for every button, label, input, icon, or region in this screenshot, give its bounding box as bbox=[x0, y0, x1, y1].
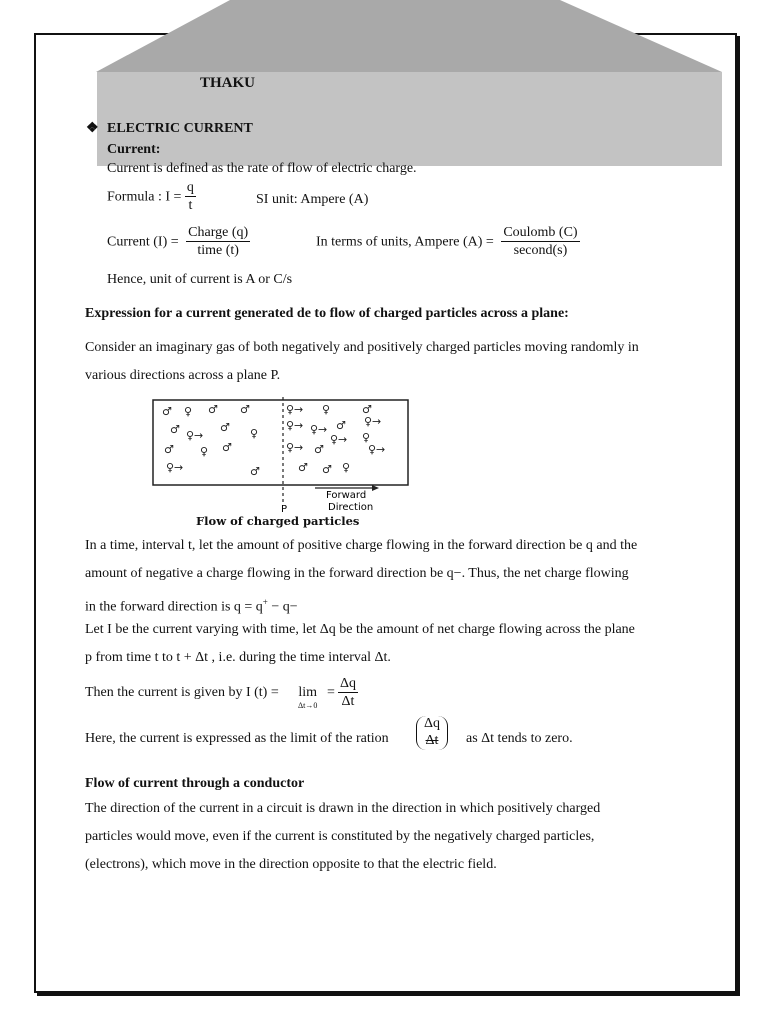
units-numerator: Coulomb (C) bbox=[503, 225, 578, 240]
svg-text:♂: ♂ bbox=[164, 443, 174, 456]
charged-particles-figure bbox=[150, 395, 420, 530]
current-denominator: time (t) bbox=[197, 243, 239, 258]
formula-numerator: q bbox=[186, 180, 194, 195]
ratio-bracket bbox=[416, 716, 448, 750]
limit-operator bbox=[298, 684, 317, 710]
formula-fraction bbox=[185, 180, 196, 215]
right-particles bbox=[286, 403, 385, 476]
header-title: THAKU bbox=[200, 75, 256, 91]
ratio-paren bbox=[416, 716, 448, 750]
current-fraction bbox=[186, 225, 250, 260]
interval-line-4: Let I be the current varying with time, let Δq be the amount of net charge flowing across the plane bbox=[85, 622, 635, 637]
svg-text:♀→: ♀→ bbox=[310, 423, 328, 436]
current-varying-paragraph bbox=[85, 616, 635, 672]
svg-text:♀→: ♀→ bbox=[186, 429, 204, 442]
interval-line-1: In a time, interval t, let the amount of positive charge flowing in the forward direction be q and the bbox=[85, 538, 638, 553]
direction-label: Direction bbox=[328, 502, 374, 513]
svg-text:♀→: ♀→ bbox=[286, 441, 304, 454]
svg-text:♀: ♀ bbox=[200, 445, 209, 458]
svg-text:♂: ♂ bbox=[250, 465, 260, 478]
left-particles bbox=[162, 403, 260, 478]
expression-heading: Expression for a current generated de to flow of charged particles across a plane: bbox=[85, 306, 569, 321]
subheading-current: Current: bbox=[107, 142, 161, 157]
svg-text:♂: ♂ bbox=[314, 443, 324, 456]
interval-line-2: amount of negative a charge flowing in the forward direction be q−. Thus, the net charge flowing bbox=[85, 566, 629, 581]
conductor-line-2: particles would move, even if the current is constituted by the negatively charged particles, bbox=[85, 829, 595, 844]
limit-fraction bbox=[338, 676, 358, 711]
svg-text:♀: ♀ bbox=[250, 427, 259, 440]
formula-line bbox=[107, 180, 196, 215]
conductor-line-1: The direction of the current in a circuit is drawn in the direction in which positively charged bbox=[85, 801, 601, 816]
net-charge-text: in the forward direction is q = q bbox=[85, 599, 263, 615]
svg-text:♀: ♀ bbox=[184, 405, 193, 418]
svg-text:♀: ♀ bbox=[342, 461, 351, 474]
limit-denominator: Δt bbox=[341, 694, 355, 709]
lim-text: lim bbox=[298, 685, 318, 700]
svg-text:♂: ♂ bbox=[222, 441, 232, 454]
limit-equals: = bbox=[327, 685, 335, 700]
ratio-denominator: Δt bbox=[425, 733, 439, 748]
limit-frac bbox=[338, 676, 358, 711]
expression-line-1: Consider an imaginary gas of both negatively and positively charged particles moving randomly in bbox=[85, 340, 639, 355]
expression-line-2: various directions across a plane P. bbox=[85, 368, 281, 383]
lim-subscript: Δt→0 bbox=[298, 701, 318, 710]
svg-text:♀: ♀ bbox=[362, 431, 371, 444]
interval-line-5: p from time t to t + Δt , i.e. during the time interval Δt. bbox=[85, 650, 391, 665]
svg-text:♂: ♂ bbox=[336, 419, 346, 432]
units-fraction bbox=[501, 225, 579, 260]
bullet-icon: ❖ bbox=[86, 121, 99, 136]
current-label: Current (I) = bbox=[107, 234, 179, 250]
svg-text:♂: ♂ bbox=[220, 421, 230, 434]
net-charge-minus: − q− bbox=[267, 599, 298, 615]
section-heading: ELECTRIC CURRENT bbox=[107, 121, 253, 136]
svg-text:♂: ♂ bbox=[208, 403, 218, 416]
svg-text:♀→: ♀→ bbox=[286, 403, 304, 416]
forward-label: Forward bbox=[326, 490, 367, 501]
plus-superscript: + bbox=[262, 597, 268, 607]
current-definition: Current is defined as the rate of flow of electric charge. bbox=[107, 161, 417, 176]
svg-text:♀→: ♀→ bbox=[286, 419, 304, 432]
units-formula bbox=[316, 225, 580, 260]
svg-text:♀→: ♀→ bbox=[330, 433, 348, 446]
ratio-frac bbox=[422, 716, 442, 750]
ratio-prefix: Here, the current is expressed as the limit of the ration bbox=[85, 731, 389, 746]
interval-paragraph bbox=[85, 532, 637, 622]
limit-prefix: Then the current is given by I (t) = bbox=[85, 685, 279, 700]
svg-text:♀→: ♀→ bbox=[364, 415, 382, 428]
current-formula bbox=[107, 225, 250, 260]
svg-text:♂: ♂ bbox=[322, 463, 332, 476]
current-numerator: Charge (q) bbox=[188, 225, 249, 240]
formula-denominator: t bbox=[188, 198, 193, 213]
hence-line: Hence, unit of current is A or C/s bbox=[107, 272, 293, 287]
svg-text:♀: ♀ bbox=[322, 403, 331, 416]
units-label: In terms of units, Ampere (A) = bbox=[316, 234, 494, 250]
expression-paragraph bbox=[85, 334, 639, 390]
svg-text:♀→: ♀→ bbox=[368, 443, 386, 456]
ratio-numerator: Δq bbox=[424, 716, 441, 731]
units-denominator: second(s) bbox=[513, 243, 568, 258]
svg-text:♀→: ♀→ bbox=[166, 461, 184, 474]
svg-text:♂: ♂ bbox=[362, 403, 372, 416]
plane-label: P bbox=[281, 504, 288, 515]
conductor-paragraph bbox=[85, 795, 600, 879]
svg-text:♂: ♂ bbox=[170, 423, 180, 436]
figure-caption: Flow of charged particles bbox=[196, 514, 360, 528]
svg-text:♂: ♂ bbox=[240, 403, 250, 416]
conductor-line-3: (electrons), which move in the direction opposite to that the electric field. bbox=[85, 857, 497, 872]
conductor-heading: Flow of current through a conductor bbox=[85, 776, 305, 791]
formula-label: Formula : I = bbox=[107, 189, 182, 205]
si-unit: SI unit: Ampere (A) bbox=[256, 192, 369, 207]
ratio-suffix: as Δt tends to zero. bbox=[466, 731, 573, 746]
svg-text:♂: ♂ bbox=[298, 461, 308, 474]
svg-text:♂: ♂ bbox=[162, 405, 172, 418]
limit-numerator: Δq bbox=[340, 676, 357, 691]
